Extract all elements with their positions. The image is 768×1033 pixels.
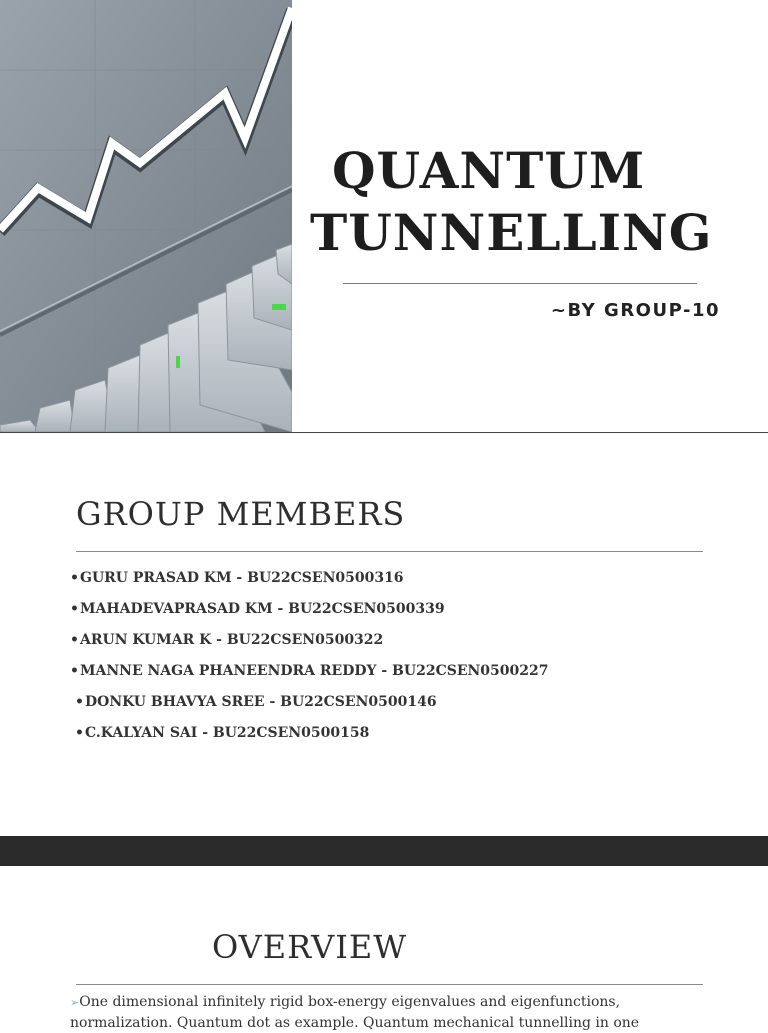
title-slide bbox=[0, 0, 768, 432]
stairs-graph-photo bbox=[0, 0, 292, 432]
members-list bbox=[70, 569, 549, 755]
overview-heading: OVERVIEW bbox=[212, 928, 408, 966]
arrow-bullet-icon: ➢ bbox=[70, 996, 80, 1009]
member-name: DONKU BHAVYA SREE - BU22CSEN0500146 bbox=[85, 694, 437, 710]
list-item: •MANNE NAGA PHANEENDRA REDDY - BU22CSEN0500227 bbox=[70, 663, 549, 679]
heading-underline bbox=[76, 551, 703, 552]
list-item: •C.KALYAN SAI - BU22CSEN0500158 bbox=[75, 725, 370, 741]
list-item: •ARUN KUMAR K - BU22CSEN0500322 bbox=[70, 632, 384, 648]
member-name: ARUN KUMAR K - BU22CSEN0500322 bbox=[80, 632, 384, 648]
group-members-heading: GROUP MEMBERS bbox=[76, 495, 406, 533]
presentation-title bbox=[310, 140, 750, 264]
title-line-2: TUNNELLING bbox=[310, 203, 713, 262]
list-item: •GURU PRASAD KM - BU22CSEN0500316 bbox=[70, 570, 404, 586]
group-members-slide bbox=[0, 433, 768, 837]
heading-underline bbox=[76, 984, 703, 985]
member-name: C.KALYAN SAI - BU22CSEN0500158 bbox=[85, 725, 370, 741]
slide-separator-band bbox=[0, 836, 768, 866]
list-item: •DONKU BHAVYA SREE - BU22CSEN0500146 bbox=[75, 694, 437, 710]
byline: ~BY GROUP-10 bbox=[550, 300, 720, 321]
member-name: MAHADEVAPRASAD KM - BU22CSEN0500339 bbox=[80, 601, 445, 617]
title-underline bbox=[343, 283, 697, 284]
member-name: MANNE NAGA PHANEENDRA REDDY - BU22CSEN0500227 bbox=[80, 663, 549, 679]
list-item: •MAHADEVAPRASAD KM - BU22CSEN0500339 bbox=[70, 601, 445, 617]
member-name: GURU PRASAD KM - BU22CSEN0500316 bbox=[80, 570, 404, 586]
overview-paragraph bbox=[70, 992, 680, 1033]
overview-text: One dimensional infinitely rigid box-energy eigenvalues and eigenfunctions, normalization. Quantum dot as example. Quantum mechanical tunnelling in one bbox=[70, 994, 640, 1031]
overview-slide bbox=[0, 866, 768, 1031]
title-line-1: QUANTUM bbox=[332, 141, 646, 200]
